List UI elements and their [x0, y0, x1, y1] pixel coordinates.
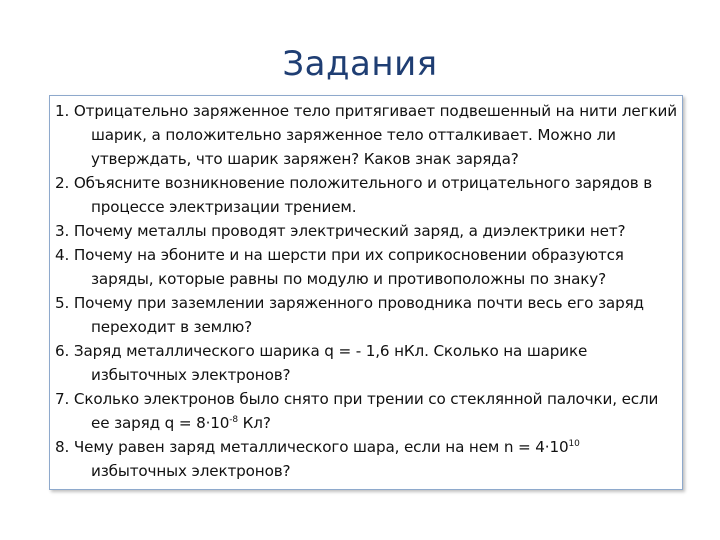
- task-list: [55, 99, 678, 483]
- task-item-8-exponent: 10: [568, 438, 580, 449]
- task-item-8-text: 8. Чему равен заряд металлического шара, если на нем n = 4·10: [55, 438, 569, 456]
- task-item-4: 4. Почему на эбоните и на шерсти при их соприкосновении образуются заряды, которые равны по модулю и противоположны по знаку?: [55, 246, 624, 288]
- task-item-8: [55, 435, 678, 483]
- task-item-2: 2. Объясните возникновение положительного и отрицательного зарядов в процессе электризации трением.: [55, 174, 653, 216]
- task-item-7-exponent: -8: [229, 414, 238, 425]
- task-item-7-unit: Кл?: [237, 414, 271, 432]
- task-item-6: 6. Заряд металлического шарика q = - 1,6 нКл. Сколько на шарике избыточных электронов?: [55, 342, 588, 384]
- slide-title: Задания: [282, 44, 438, 84]
- task-item-7: [55, 387, 678, 435]
- task-item-8-rest: избыточных электронов?: [91, 462, 291, 480]
- task-item-7-text: 7. Сколько электронов было снято при трении со стеклянной палочки, если ее заряд q = 8·10: [55, 390, 659, 432]
- task-item-3: 3. Почему металлы проводят электрический заряд, а диэлектрики нет?: [55, 222, 626, 240]
- task-item-1: 1. Отрицательно заряженное тело притягивает подвешенный на нити легкий шарик, а положительно заряженное тело отталкивает. Можно ли утверждать, что шарик заряжен? Каков знак заряда?: [55, 102, 677, 168]
- task-item-5: 5. Почему при заземлении заряженного проводника почти весь его заряд переходит в землю?: [55, 294, 644, 336]
- task-list-box: [49, 95, 683, 490]
